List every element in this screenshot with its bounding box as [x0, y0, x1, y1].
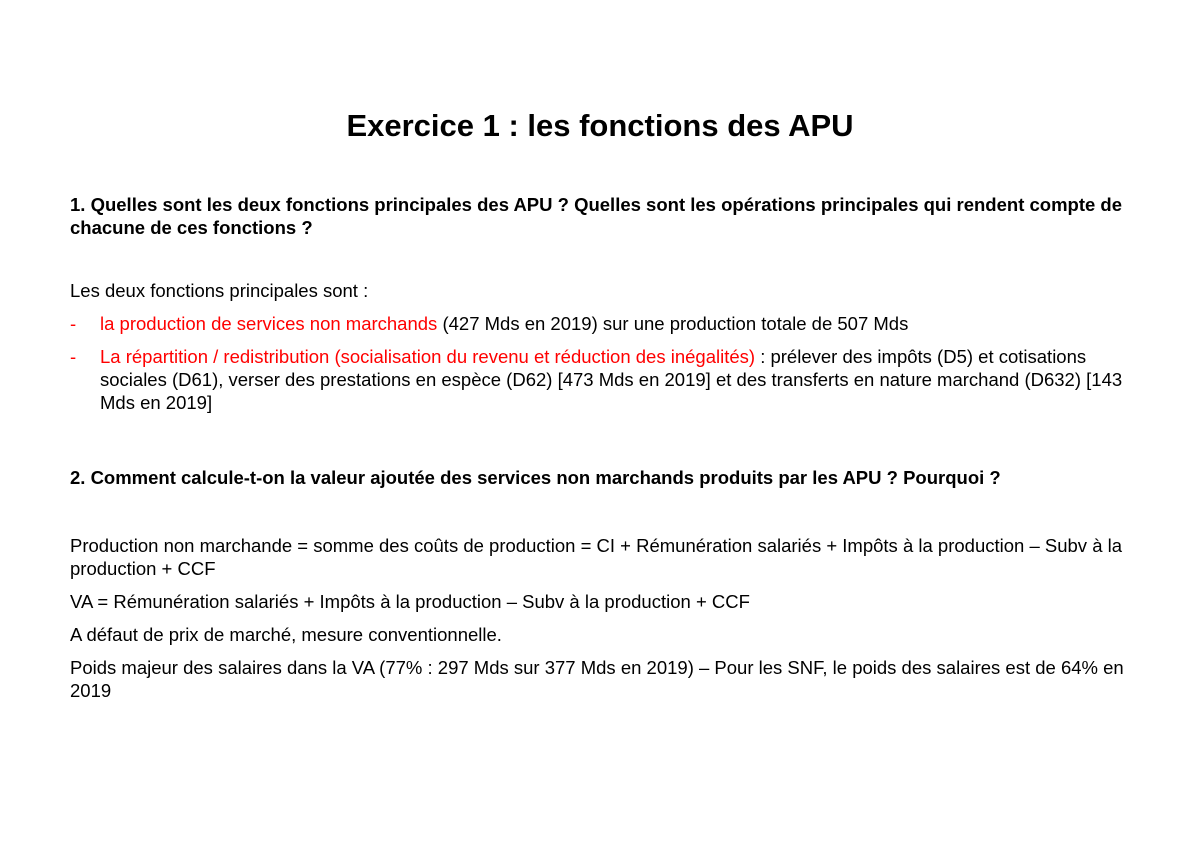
slide-title: Exercice 1 : les fonctions des APU: [346, 108, 854, 143]
list-item: [70, 345, 1140, 414]
dash-bullet: -: [70, 346, 77, 367]
slide-content: [70, 193, 1140, 702]
dash-bullet: -: [70, 313, 77, 334]
question-1: 1. Quelles sont les deux fonctions principales des APU ? Quelles sont les opérations principales qui rendent compte de chacune de ces fonctions ?: [70, 194, 1123, 238]
question-2: 2. Comment calcule-t-on la valeur ajoutée des services non marchands produits par les APU ? Pourquoi ?: [70, 467, 1001, 488]
highlight-text: la production de services non marchands: [100, 313, 438, 334]
answer-1-list: [70, 312, 1140, 414]
answer-1-intro: Les deux fonctions principales sont :: [70, 280, 369, 301]
list-item: [70, 312, 1140, 335]
answer-2-line: Poids majeur des salaires dans la VA (77% : 297 Mds sur 377 Mds en 2019) – Pour les SNF, le poids des salaires est de 64% en 2019: [70, 657, 1124, 701]
item-text: (427 Mds en 2019) sur une production totale de 507 Mds: [437, 313, 909, 334]
highlight-text: La répartition / redistribution (socialisation du revenu et réduction des inégalités): [100, 346, 756, 367]
answer-2-line: Production non marchande = somme des coûts de production = CI + Rémunération salariés + Impôts à la production – Subv à la production + CCF: [70, 535, 1123, 579]
answer-2-line: A défaut de prix de marché, mesure conventionnelle.: [70, 624, 502, 645]
item-text: : prélever des impôts (D5) et cotisations sociales (D61), verser des prestations en espèce (D62) [473 Mds en 2019] et des transferts en nature marchand (D632) [143 Mds en 2019]: [100, 346, 1123, 413]
answer-2-line: VA = Rémunération salariés + Impôts à la production – Subv à la production + CCF: [70, 591, 750, 612]
